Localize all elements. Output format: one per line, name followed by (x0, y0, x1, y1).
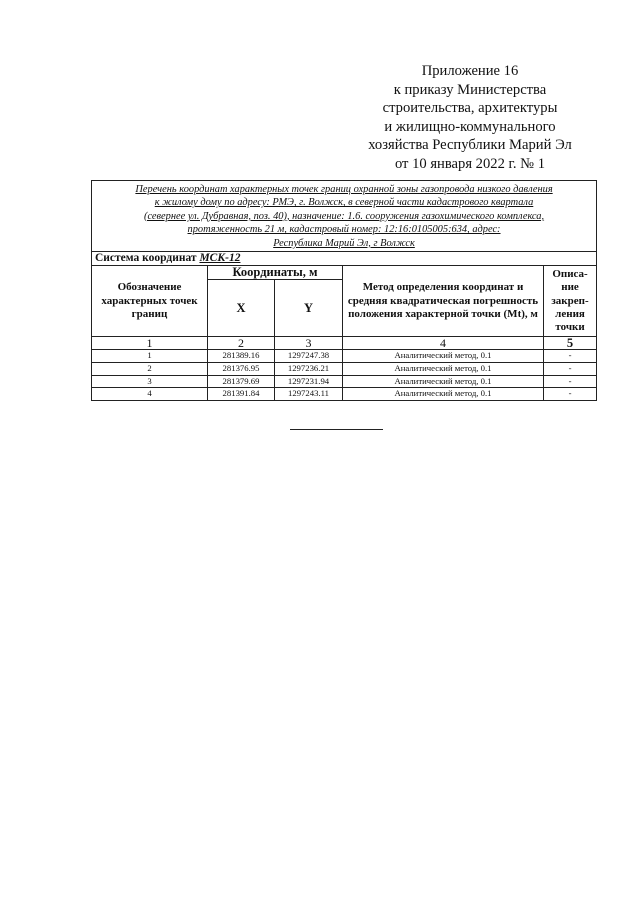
column-number: 5 (544, 337, 597, 350)
cell-x: 281379.69 (208, 375, 275, 388)
cell-point: 4 (92, 388, 208, 401)
cell-description: - (544, 388, 597, 401)
header-y: Y (275, 280, 343, 337)
cell-description: - (544, 350, 597, 363)
appendix-line: хозяйства Республики Марий Эл (368, 137, 572, 154)
appendix-line: к приказу Министерства (393, 81, 547, 98)
table-row (92, 363, 597, 376)
header-description: Описа-ние закреп-ления точки (544, 266, 597, 337)
title-line: Перечень координат характерных точек границ охранной зоны газопровода низкого давления (135, 184, 553, 195)
cell-y: 1297236.21 (275, 363, 343, 376)
column-numbers-row (92, 337, 597, 350)
coordinate-system-row (92, 252, 597, 266)
column-number: 4 (343, 337, 544, 350)
header-coordinates: Координаты, м (208, 266, 343, 280)
table-row (92, 375, 597, 388)
cell-method: Аналитический метод, 0.1 (343, 375, 544, 388)
column-number: 3 (275, 337, 343, 350)
appendix-line: строительства, архитектуры (382, 100, 558, 117)
coordinate-system-value: МСК-12 (199, 252, 241, 265)
appendix-line: Приложение 16 (421, 63, 519, 79)
header-x: X (208, 280, 275, 337)
cell-method: Аналитический метод, 0.1 (343, 363, 544, 376)
cell-y: 1297243.11 (275, 388, 343, 401)
column-number: 1 (92, 337, 208, 350)
separator-line (290, 429, 383, 430)
cell-x: 281389.16 (208, 350, 275, 363)
appendix-line: от 10 января 2022 г. № 1 (394, 155, 546, 172)
cell-y: 1297247.38 (275, 350, 343, 363)
header-row (92, 266, 597, 280)
column-number: 2 (208, 337, 275, 350)
cell-point: 2 (92, 363, 208, 376)
cell-point: 1 (92, 350, 208, 363)
cell-x: 281391.84 (208, 388, 275, 401)
cell-description: - (544, 375, 597, 388)
title-line: Республика Марий Эл, г Волжск (273, 237, 415, 249)
header-point: Обозначение характерных точек границ (92, 266, 208, 337)
title-line: (севернее ул. Дубравная, поз. 40), назначение: 1.6. сооружения газохимического комплекса, (143, 210, 545, 222)
cell-point: 3 (92, 375, 208, 388)
title-line: протяженность 21 м, кадастровый номер: 12:16:0105005:634, адрес: (187, 224, 501, 236)
cell-description: - (544, 363, 597, 376)
appendix-header (350, 62, 590, 174)
header-method: Метод определения координат и средняя квадратическая погрешность положения характерной точки (Mt), м (343, 266, 544, 337)
coordinate-system (92, 252, 597, 266)
cell-x: 281376.95 (208, 363, 275, 376)
table-row (92, 350, 597, 363)
table-title (92, 181, 597, 252)
table-title-row (92, 181, 597, 252)
cell-method: Аналитический метод, 0.1 (343, 350, 544, 363)
coordinates-table (91, 180, 597, 401)
appendix-line: и жилищно-коммунального (384, 118, 556, 135)
cell-method: Аналитический метод, 0.1 (343, 388, 544, 401)
cell-y: 1297231.94 (275, 375, 343, 388)
title-line: к жилому дому по адресу: РМЭ, г. Волжск, в северной части кадастрового квартала (154, 197, 534, 209)
coordinate-system-label: Система координат (95, 252, 197, 265)
table-row (92, 388, 597, 401)
